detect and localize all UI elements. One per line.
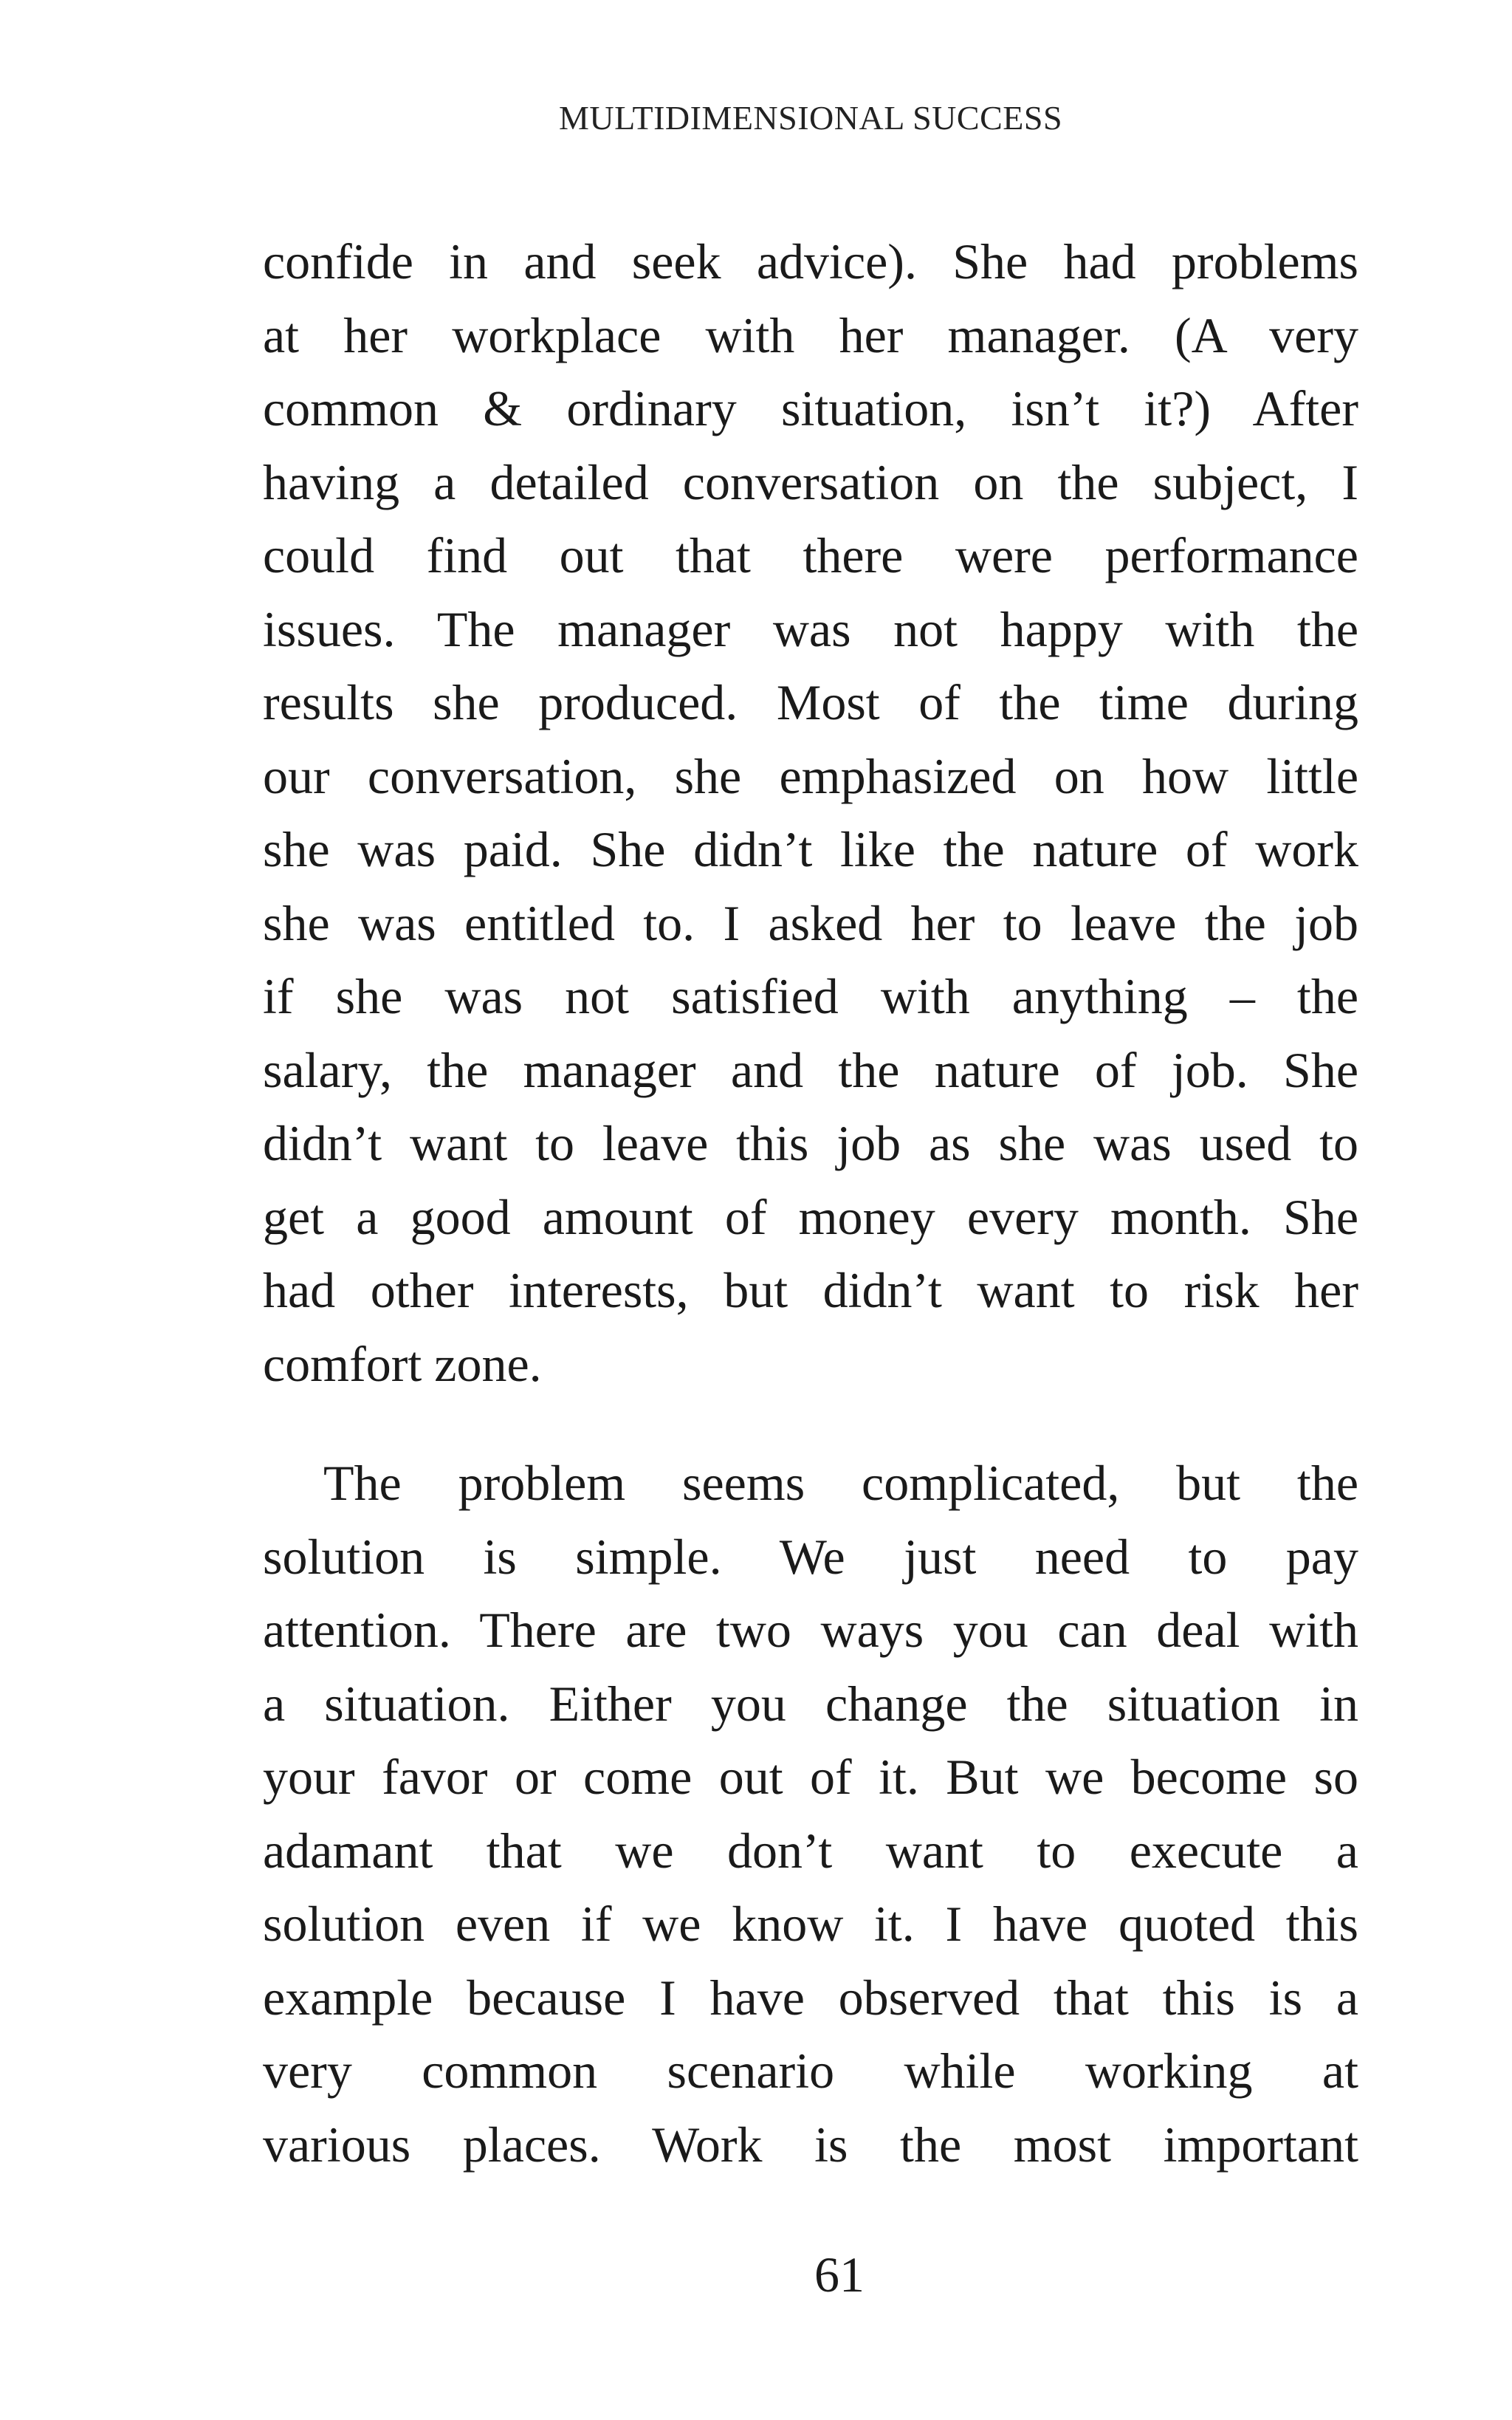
paragraph xyxy=(263,1447,1358,2181)
text-line: confide in and seek advice). She had problems xyxy=(263,233,1358,289)
paragraph-spacer xyxy=(263,1401,1358,1447)
body-text xyxy=(263,225,1358,2181)
text-line: get a good amount of money every month. She xyxy=(263,1188,1358,1245)
text-line: attention. There are two ways you can deal with xyxy=(263,1602,1358,1658)
running-header: MULTIDIMENSIONAL SUCCESS xyxy=(558,99,1063,137)
paragraph xyxy=(263,225,1358,1401)
text-line: solution is simple. We just need to pay xyxy=(263,1528,1358,1585)
text-line: had other interests, but didn’t want to risk her xyxy=(263,1262,1358,1318)
page-number: 61 xyxy=(814,2246,865,2303)
text-line: a situation. Either you change the situation in xyxy=(263,1675,1358,1732)
text-line: common & ordinary situation, isn’t it?) After xyxy=(263,380,1358,436)
text-line: if she was not satisfied with anything – the xyxy=(263,968,1358,1024)
text-line: could find out that there were performance xyxy=(263,527,1358,583)
text-line: very common scenario while working at xyxy=(263,2043,1358,2099)
text-line: comfort zone. xyxy=(263,1335,542,1392)
text-line: she was entitled to. I asked her to leave the job xyxy=(263,894,1358,951)
text-line: having a detailed conversation on the subject, I xyxy=(263,453,1358,510)
text-line: results she produced. Most of the time during xyxy=(263,674,1358,730)
text-line: our conversation, she emphasized on how little xyxy=(263,747,1358,804)
text-line: she was paid. She didn’t like the nature of work xyxy=(263,821,1358,877)
text-line: at her workplace with her manager. (A very xyxy=(263,306,1358,363)
text-line: didn’t want to leave this job as she was used to xyxy=(263,1115,1358,1171)
text-line: salary, the manager and the nature of job. She xyxy=(263,1041,1358,1098)
text-line: various places. Work is the most important xyxy=(263,2116,1358,2173)
text-line: issues. The manager was not happy with the xyxy=(263,600,1358,657)
text-line: example because I have observed that this is a xyxy=(263,1969,1358,2026)
text-line: The problem seems complicated, but the xyxy=(323,1455,1358,1511)
text-line: your favor or come out of it. But we become so xyxy=(263,1749,1358,1805)
text-line: adamant that we don’t want to execute a xyxy=(263,1822,1358,1879)
text-line: solution even if we know it. I have quoted this xyxy=(263,1896,1358,1952)
